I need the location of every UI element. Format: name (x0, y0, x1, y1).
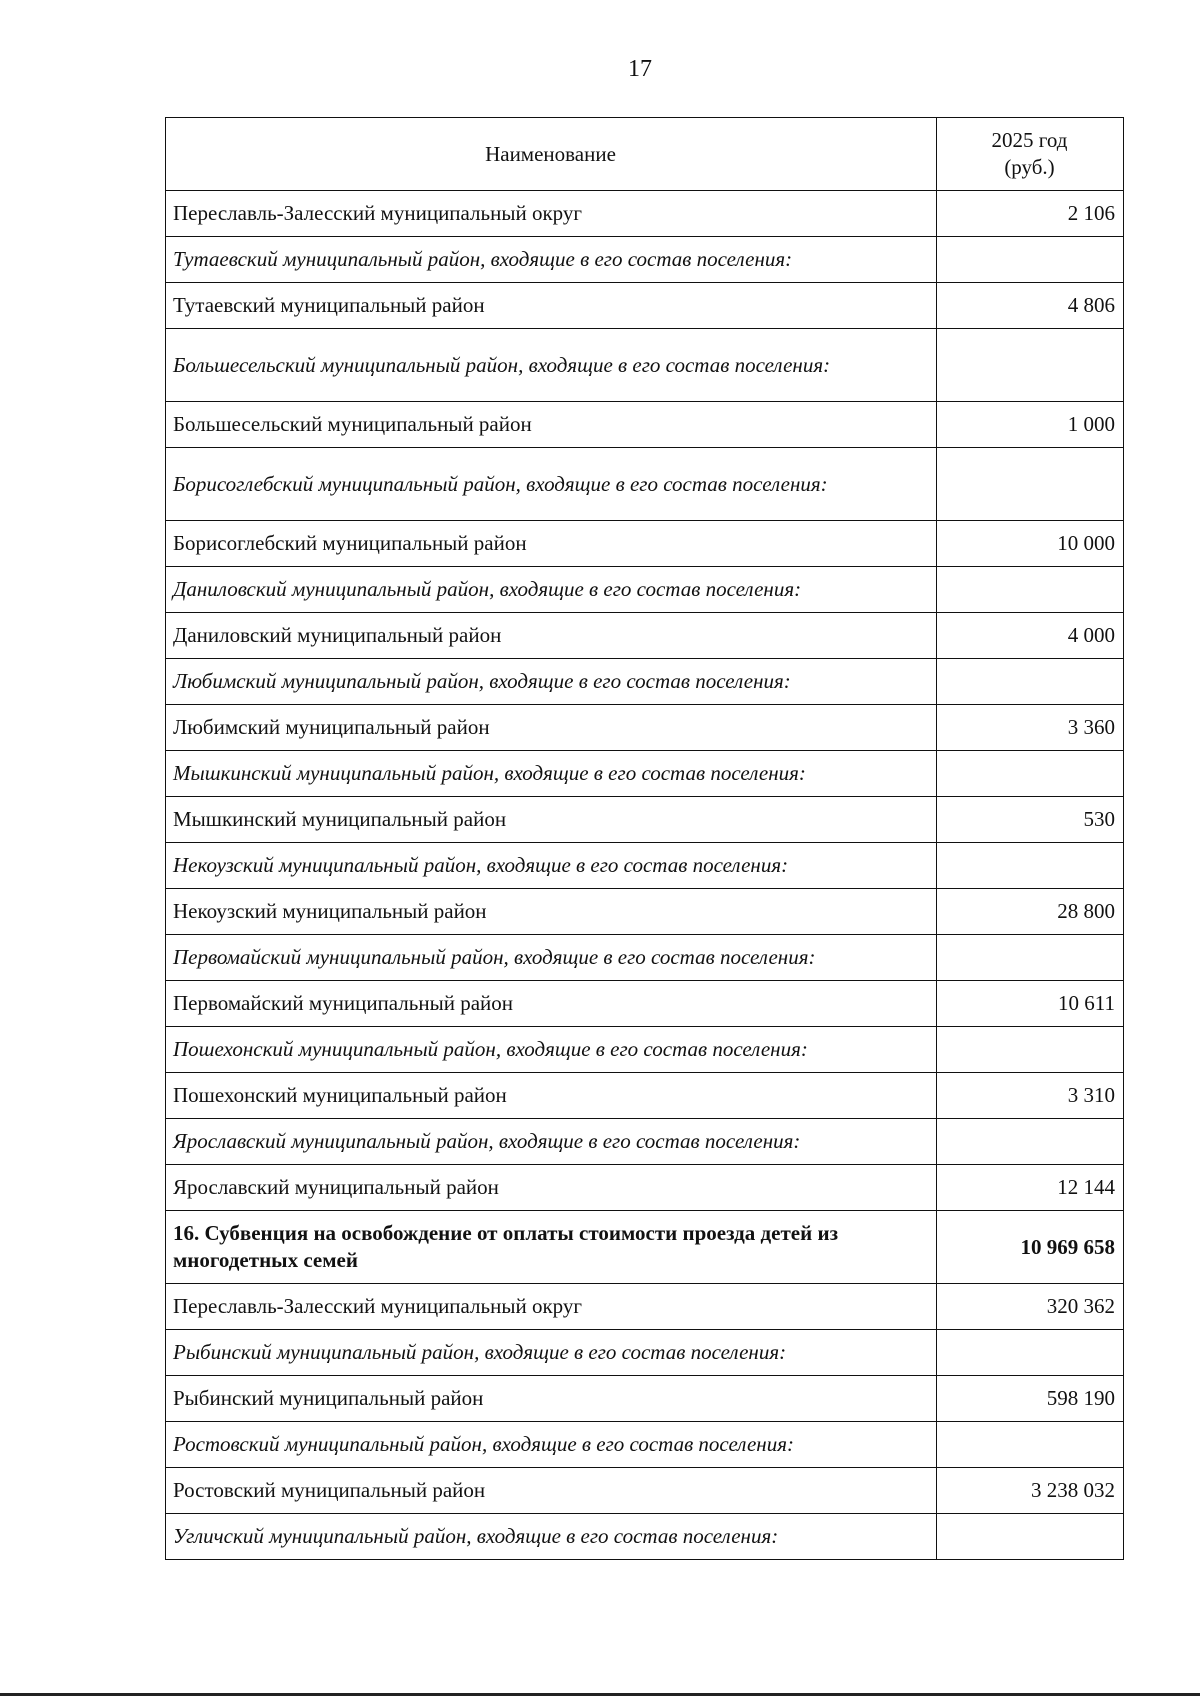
table-row (166, 935, 1124, 981)
table-row (166, 705, 1124, 751)
row-value: 28 800 (937, 889, 1124, 935)
row-value: 3 238 032 (937, 1468, 1124, 1514)
table-row (166, 448, 1124, 521)
bottom-rule (0, 1693, 1200, 1696)
row-value (937, 935, 1124, 981)
row-name: Ростовский муниципальный район (166, 1468, 937, 1514)
table-row (166, 1468, 1124, 1514)
row-value (937, 659, 1124, 705)
row-name: Тутаевский муниципальный район, входящие в его состав поселения: (166, 237, 937, 283)
row-value (937, 751, 1124, 797)
row-value: 10 969 658 (937, 1211, 1124, 1284)
table-row (166, 751, 1124, 797)
table-row (166, 797, 1124, 843)
row-name: Пошехонский муниципальный район, входящие в его состав поселения: (166, 1027, 937, 1073)
table-row (166, 237, 1124, 283)
row-value: 3 360 (937, 705, 1124, 751)
table-row (166, 1284, 1124, 1330)
row-name: Тутаевский муниципальный район (166, 283, 937, 329)
column-header-year-line2: (руб.) (1004, 155, 1055, 179)
table-row (166, 1027, 1124, 1073)
table-row (166, 889, 1124, 935)
row-name: Первомайский муниципальный район (166, 981, 937, 1027)
row-name: Переславль-Залесский муниципальный округ (166, 1284, 937, 1330)
row-name: Большесельский муниципальный район (166, 402, 937, 448)
budget-table (165, 117, 1124, 1560)
row-value: 598 190 (937, 1376, 1124, 1422)
row-value (937, 1027, 1124, 1073)
column-header-year (937, 118, 1124, 191)
table-row (166, 1422, 1124, 1468)
row-name: Первомайский муниципальный район, входящие в его состав поселения: (166, 935, 937, 981)
table-row (166, 1073, 1124, 1119)
row-name: Борисоглебский муниципальный район, входящие в его состав поселения: (166, 448, 937, 521)
row-value (937, 1330, 1124, 1376)
table-row (166, 1211, 1124, 1284)
row-name: Ростовский муниципальный район, входящие в его состав поселения: (166, 1422, 937, 1468)
row-name: Переславль-Залесский муниципальный округ (166, 191, 937, 237)
row-value (937, 1119, 1124, 1165)
row-name: Некоузский муниципальный район (166, 889, 937, 935)
row-value: 4 806 (937, 283, 1124, 329)
table-row (166, 1165, 1124, 1211)
row-name: Рыбинский муниципальный район, входящие в его состав поселения: (166, 1330, 937, 1376)
row-value (937, 1514, 1124, 1560)
row-value: 1 000 (937, 402, 1124, 448)
row-name: Любимский муниципальный район, входящие в его состав поселения: (166, 659, 937, 705)
row-name: Ярославский муниципальный район (166, 1165, 937, 1211)
row-value (937, 843, 1124, 889)
table-row (166, 521, 1124, 567)
row-name: Пошехонский муниципальный район (166, 1073, 937, 1119)
table-row (166, 1376, 1124, 1422)
row-name: Угличский муниципальный район, входящие в его состав поселения: (166, 1514, 937, 1560)
column-header-name: Наименование (166, 118, 937, 191)
row-name: Мышкинский муниципальный район (166, 797, 937, 843)
row-value (937, 567, 1124, 613)
row-name: Некоузский муниципальный район, входящие в его состав поселения: (166, 843, 937, 889)
table-row (166, 613, 1124, 659)
table-row (166, 283, 1124, 329)
row-name: Большесельский муниципальный район, входящие в его состав поселения: (166, 329, 937, 402)
table-row (166, 1330, 1124, 1376)
table-row (166, 843, 1124, 889)
column-header-year-line1: 2025 год (991, 128, 1068, 153)
table-body (166, 191, 1124, 1560)
row-value: 2 106 (937, 191, 1124, 237)
table-row (166, 191, 1124, 237)
row-name: Рыбинский муниципальный район (166, 1376, 937, 1422)
row-value: 3 310 (937, 1073, 1124, 1119)
row-value (937, 329, 1124, 402)
row-value: 530 (937, 797, 1124, 843)
row-value (937, 1422, 1124, 1468)
row-name: Борисоглебский муниципальный район (166, 521, 937, 567)
table-row (166, 402, 1124, 448)
table-row (166, 1514, 1124, 1560)
page-number: 17 (628, 56, 652, 82)
row-value (937, 448, 1124, 521)
row-value: 10 000 (937, 521, 1124, 567)
table-header-row (166, 118, 1124, 191)
row-value: 4 000 (937, 613, 1124, 659)
table-row (166, 567, 1124, 613)
row-name: Даниловский муниципальный район (166, 613, 937, 659)
row-value: 12 144 (937, 1165, 1124, 1211)
row-value: 10 611 (937, 981, 1124, 1027)
table-row (166, 329, 1124, 402)
row-value: 320 362 (937, 1284, 1124, 1330)
row-name: Мышкинский муниципальный район, входящие в его состав поселения: (166, 751, 937, 797)
table-row (166, 659, 1124, 705)
row-name: Любимский муниципальный район (166, 705, 937, 751)
row-name: 16. Субвенция на освобождение от оплаты стоимости проезда детей из многодетных семей (166, 1211, 937, 1284)
table-row (166, 1119, 1124, 1165)
row-value (937, 237, 1124, 283)
table-row (166, 981, 1124, 1027)
row-name: Ярославский муниципальный район, входящие в его состав поселения: (166, 1119, 937, 1165)
row-name: Даниловский муниципальный район, входящие в его состав поселения: (166, 567, 937, 613)
